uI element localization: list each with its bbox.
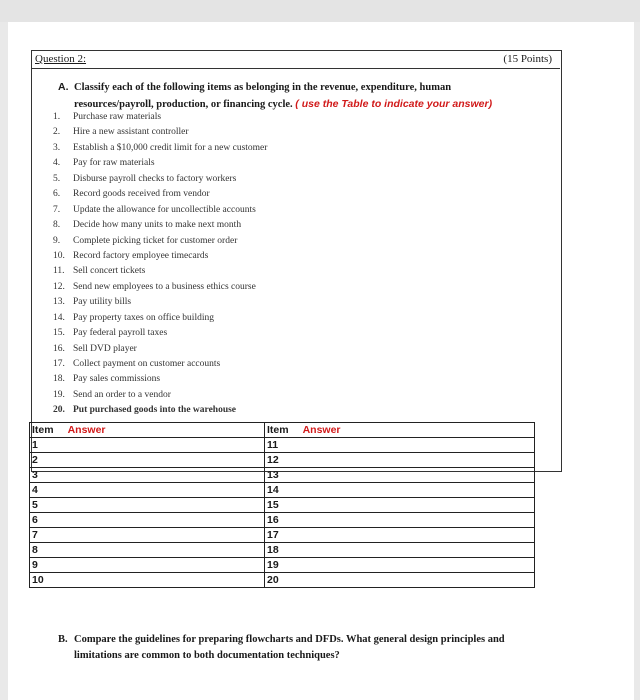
table-row <box>30 483 535 498</box>
list-item-number: 11. <box>53 266 65 277</box>
list-item <box>53 264 267 279</box>
list-item-number: 19. <box>53 389 65 400</box>
answer-table <box>29 422 535 588</box>
header-answer-left: Answer <box>67 424 106 436</box>
list-item-number: 1. <box>53 112 61 122</box>
list-item <box>53 141 267 156</box>
list-item-number: 9. <box>53 235 61 246</box>
list-item-text: Pay for raw materials <box>73 158 155 169</box>
list-item <box>53 187 267 202</box>
question-points: (15 Points) <box>503 53 552 65</box>
part-b-question <box>58 632 558 664</box>
list-item-number: 5. <box>53 173 61 184</box>
list-item-number: 6. <box>53 189 61 200</box>
header-right <box>265 423 535 438</box>
list-item-number: 4. <box>53 158 61 169</box>
list-item-number: 15. <box>53 328 65 339</box>
list-item-text: Collect payment on customer accounts <box>73 359 221 369</box>
list-item-number: 20. <box>53 405 65 416</box>
list-item-text: Establish a $10,000 credit limit for a new customer <box>73 142 268 153</box>
list-item <box>53 311 267 326</box>
list-item-text: Pay sales commissions <box>73 374 161 385</box>
list-item <box>53 218 267 233</box>
list-item <box>53 342 267 357</box>
table-cell-item-left[interactable]: 5 <box>30 498 265 513</box>
part-a-instructions <box>58 79 538 113</box>
answer-table-body <box>30 438 535 588</box>
list-item-text: Put purchased goods into the warehouse <box>73 405 237 416</box>
table-cell-item-right[interactable]: 11 <box>265 438 535 453</box>
list-item-number: 2. <box>53 127 61 138</box>
table-cell-item-right[interactable]: 14 <box>265 483 535 498</box>
list-item-number: 10. <box>53 250 65 261</box>
header-left <box>30 423 265 438</box>
table-row <box>30 453 535 468</box>
answer-table-header-row <box>30 423 535 438</box>
question-title: Question 2: <box>35 53 87 65</box>
header-answer-right: Answer <box>302 424 341 436</box>
list-item-number: 17. <box>53 359 65 369</box>
list-item <box>53 326 267 341</box>
part-a-letter: A. <box>58 81 69 93</box>
list-item-number: 16. <box>53 343 65 354</box>
list-item-text: Pay utility bills <box>73 297 132 308</box>
part-a-line1: Classify each of the following items as belonging in the revenue, expenditure, human <box>74 82 452 93</box>
table-cell-item-right[interactable]: 16 <box>265 513 535 528</box>
list-item <box>53 172 267 187</box>
list-item-text: Decide how many units to make next month <box>73 220 242 231</box>
list-item-text: Send an order to a vendor <box>73 389 171 400</box>
table-row <box>30 468 535 483</box>
list-item <box>53 234 267 249</box>
list-item-text: Send new employees to a business ethics course <box>73 281 256 292</box>
table-cell-item-right[interactable]: 20 <box>265 573 535 588</box>
list-item-number: 3. <box>53 142 61 153</box>
list-item <box>53 403 267 418</box>
list-item-text: Purchase raw materials <box>73 112 162 122</box>
part-b-letter: B. <box>58 634 68 645</box>
table-cell-item-right[interactable]: 19 <box>265 558 535 573</box>
list-item-number: 12. <box>53 281 65 292</box>
table-cell-item-right[interactable]: 15 <box>265 498 535 513</box>
table-cell-item-left[interactable]: 6 <box>30 513 265 528</box>
viewer-top-bar <box>0 0 640 22</box>
list-item-text: Hire a new assistant controller <box>73 127 189 138</box>
header-item-right: Item <box>267 424 289 436</box>
table-cell-item-left[interactable]: 8 <box>30 543 265 558</box>
list-item-text: Complete picking ticket for customer order <box>73 235 238 246</box>
table-cell-item-left[interactable]: 3 <box>30 468 265 483</box>
table-cell-item-left[interactable]: 10 <box>30 573 265 588</box>
part-a-table-hint: ( use the Table to indicate your answer) <box>295 98 493 110</box>
list-item-text: Record goods received from vendor <box>73 189 210 200</box>
table-row <box>30 558 535 573</box>
list-item <box>53 110 267 125</box>
table-cell-item-right[interactable]: 18 <box>265 543 535 558</box>
list-item-number: 13. <box>53 297 65 308</box>
table-cell-item-left[interactable]: 2 <box>30 453 265 468</box>
table-row <box>30 513 535 528</box>
list-item <box>53 280 267 295</box>
table-cell-item-right[interactable]: 12 <box>265 453 535 468</box>
list-item-number: 14. <box>53 312 65 323</box>
table-cell-item-right[interactable]: 17 <box>265 528 535 543</box>
table-row <box>30 528 535 543</box>
list-item-number: 18. <box>53 374 65 385</box>
list-item-number: 8. <box>53 220 61 231</box>
list-item-text: Sell concert tickets <box>73 266 146 277</box>
table-row <box>30 498 535 513</box>
list-item <box>53 357 267 372</box>
list-item <box>53 372 267 387</box>
table-row <box>30 573 535 588</box>
table-row <box>30 438 535 453</box>
list-item <box>53 156 267 171</box>
list-item-text: Record factory employee timecards <box>73 250 209 261</box>
list-item <box>53 249 267 264</box>
table-row <box>30 543 535 558</box>
table-cell-item-left[interactable]: 1 <box>30 438 265 453</box>
part-a-line2-text: resources/payroll, production, or financing cycle. <box>74 99 296 110</box>
table-cell-item-right[interactable]: 13 <box>265 468 535 483</box>
list-item <box>53 295 267 310</box>
table-cell-item-left[interactable]: 4 <box>30 483 265 498</box>
list-item-text: Pay federal payroll taxes <box>73 328 168 339</box>
list-item-number: 7. <box>53 204 61 215</box>
list-item <box>53 203 267 218</box>
document-page <box>8 22 634 700</box>
part-b-line2: limitations are common to both documentation techniques? <box>74 650 340 661</box>
table-cell-item-left[interactable]: 7 <box>30 528 265 543</box>
list-item-text: Disburse payroll checks to factory workers <box>73 173 237 184</box>
header-item-left: Item <box>32 424 54 436</box>
list-item <box>53 125 267 140</box>
list-item <box>53 388 267 403</box>
part-b-line1: Compare the guidelines for preparing flowcharts and DFDs. What general design principles and <box>74 634 505 645</box>
list-item-text: Pay property taxes on office building <box>73 312 214 323</box>
list-item-text: Sell DVD player <box>73 343 137 354</box>
list-item-text: Update the allowance for uncollectible accounts <box>73 204 256 215</box>
table-cell-item-left[interactable]: 9 <box>30 558 265 573</box>
question-header <box>32 52 560 69</box>
items-list <box>53 110 267 419</box>
